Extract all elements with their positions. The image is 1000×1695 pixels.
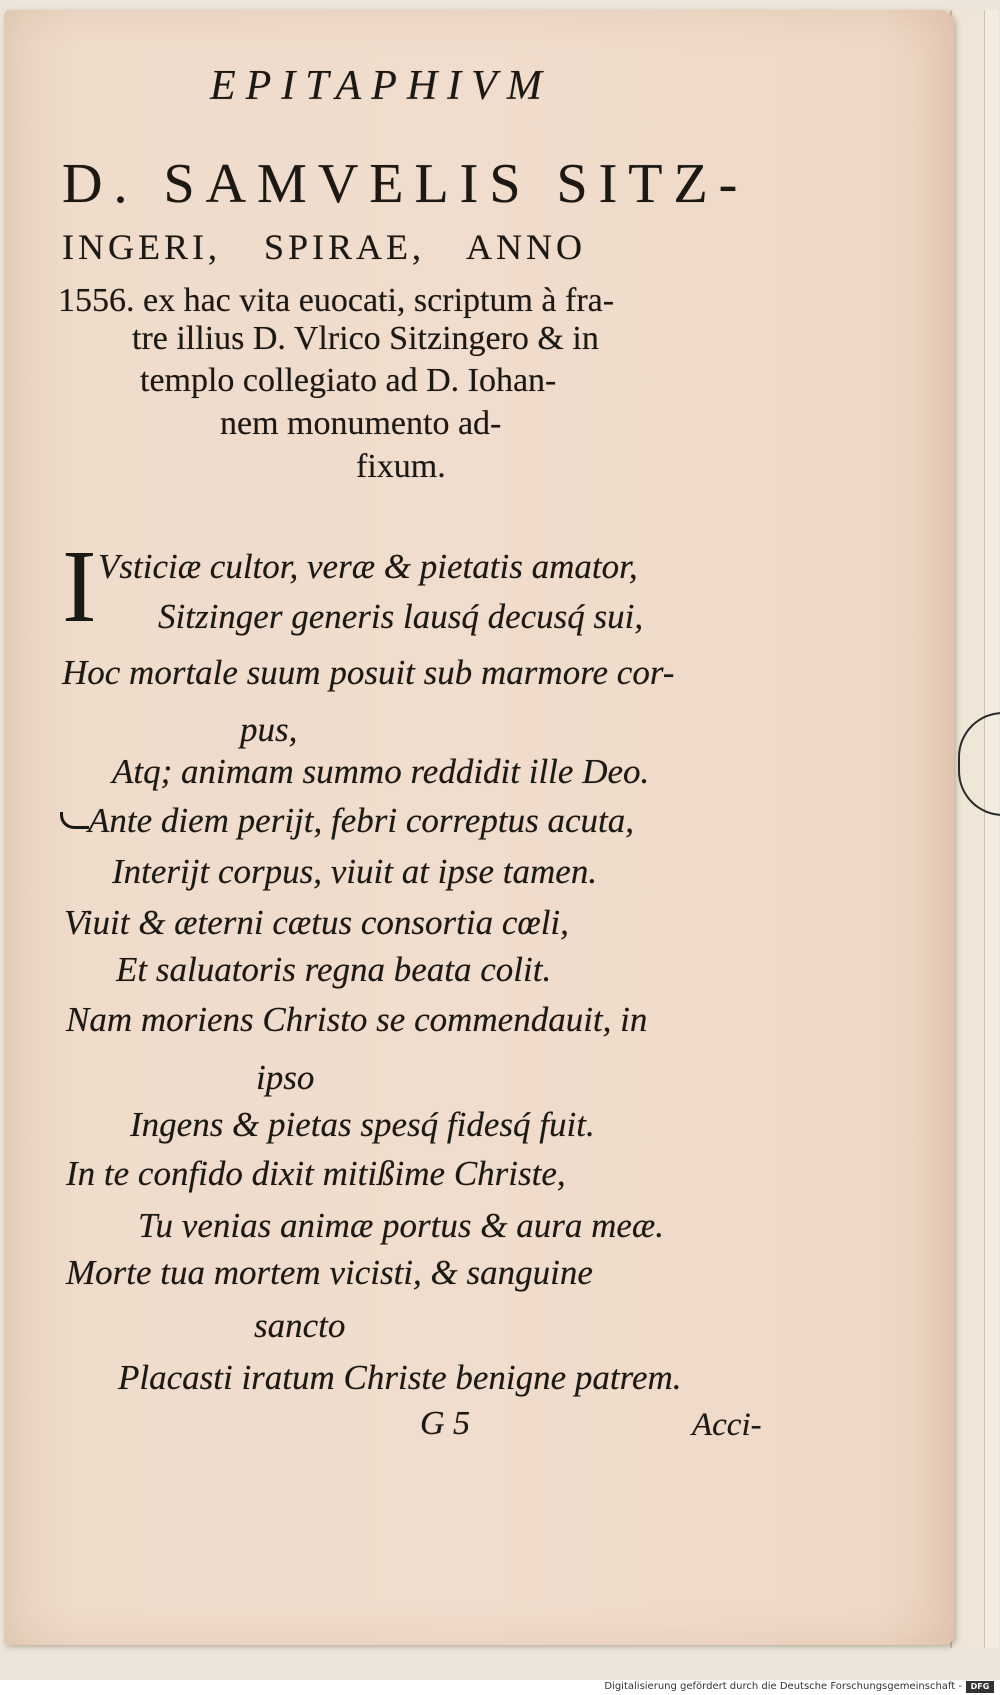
verse-line: In te confido dixit mitißime Christe, [66,1154,566,1193]
verse-line: Placasti iratum Christe benigne patrem. [118,1358,682,1397]
verse-line: Atq; animam summo reddidit ille Deo. [112,752,650,791]
prose-line: templo collegiato ad D. Iohan- [140,362,557,399]
verse-line: sancto [254,1306,346,1345]
epitaph-heading: EPITAPHIVM [210,63,552,109]
drop-capital: I [62,529,97,644]
funding-credit: Digitalisierung gefördert durch die Deutsche Forschungsgemeinschaft - [604,1681,962,1692]
verse-line: Hoc mortale suum posuit sub marmore cor- [62,653,675,692]
place-year-heading: INGERI, SPIRAE, ANNO [62,227,587,267]
verse-line: Nam moriens Christo se commendauit, in [66,1000,648,1039]
verse-line: Interiјt corpus, viuit at ipse tamen. [112,852,598,891]
verse-line: Sitzinger generis lausq́ decusq́ sui, [158,597,644,636]
page-edge [984,10,999,1648]
name-heading: D. SAMVELIS SITZ- [62,153,749,215]
prose-line: nem monumento ad- [220,405,502,442]
verse-line: Ingens & pietas spesq́ fidesq́ fuit. [130,1105,595,1144]
signature-mark: G 5 [420,1405,471,1442]
verse-line: Morte tua mortem vicisti, & sanguine [66,1253,593,1292]
verse-line: Viuit & æterni cætus consortia cœli, [64,903,569,942]
catchword: Acci- [692,1407,762,1443]
verse-line: Vsticiæ cultor, veræ & pietatis amator, [98,547,638,586]
dfg-logo: DFG [966,1681,994,1693]
verse-line: ipso [256,1058,315,1097]
prose-line: tre illius D. Vlrico Sitzingero & in [132,320,599,357]
prose-line: 1556. ex hac vita euocati, scriptum à fra- [58,282,615,319]
prose-line: fixum. [356,448,446,485]
verse-line: pus, [240,710,298,749]
verse-line: Et saluatoris regna beata colit. [116,950,552,989]
verse-line: Ante diem periјt, febri correptus acuta, [88,801,634,840]
verse-line: Tu venias animæ portus & aura meæ. [138,1206,665,1245]
